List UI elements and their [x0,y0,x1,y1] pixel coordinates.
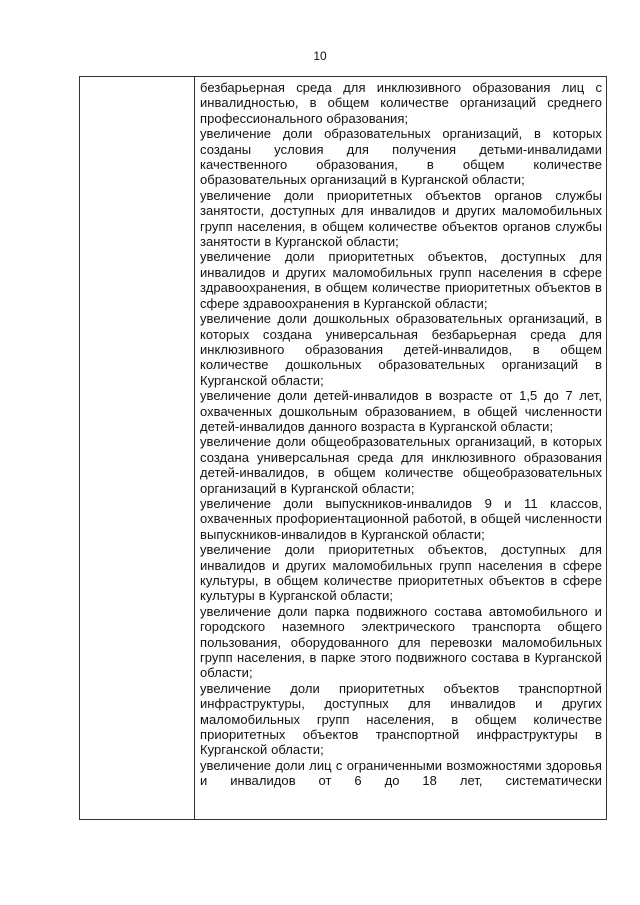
page-number: 10 [313,49,327,63]
table-right-cell [195,77,606,819]
paragraph-employment-service: увеличение доли приоритетных объектов органов службы занятости, доступных для инвалидов и других маломобильных групп населения, в общем количестве объектов органов службы занятости в Курганской области; [200,187,602,250]
document-table [79,76,607,820]
table-left-cell [80,77,195,819]
paragraph-healthcare: увеличение доли приоритетных объектов, доступных для инвалидов и других маломобильных групп населения в сфере здравоохранения, в общем количестве приоритетных объектов в сфере здравоохранения в Курганской области; [200,249,602,311]
paragraph-transport-fleet: увеличение доли парка подвижного состава автомобильного и городского наземного электрического транспорта общего пользования, оборудованного для перевозки маломобильных групп населения, в парке этого подвижного состава в Курганской области; [200,603,602,681]
paragraph-sports-6-to-18: увеличение доли лиц с ограниченными возможностями здоровья и инвалидов от 6 до 18 лет, систематически [200,757,602,789]
paragraph-professional-education: безбарьерная среда для инклюзивного образования лиц с инвалидностью, в общем количестве организаций среднего профессионального образования; [200,80,602,126]
paragraph-transport-infrastructure: увеличение доли приоритетных объектов транспортной инфраструктуры, доступных для инвалидов и других маломобильных групп населения, в общем количестве приоритетных объектов транспортной инфраструктуры в Курганской области; [200,680,602,758]
paragraph-culture: увеличение доли приоритетных объектов, доступных для инвалидов и других маломобильных групп населения в сфере культуры, в общем количестве приоритетных объектов в сфере культуры в Курганской области; [200,542,602,604]
paragraph-general-education: увеличение доли общеобразовательных организаций, в которых создана универсальная среда для инклюзивного образования детей-инвалидов, в общем количестве общеобразовательных организаций в Курганской области; [200,434,602,496]
paragraph-graduates-career-guidance: увеличение доли выпускников-инвалидов 9 и 11 классов, охваченных профориентационной работой, в общей численности выпускников-инвалидов в Курганской области; [200,495,602,542]
paragraph-educational-organizations: увеличение доли образовательных организаций, в которых созданы условия для получения детьми-инвалидами качественного образования, в общем количестве образовательных организаций в Курганской области; [200,126,602,188]
paragraph-preschool-organizations: увеличение доли дошкольных образовательных организаций, в которых создана универсальная безбарьерная среда для инклюзивного образования детей-инвалидов, в общем количестве дошкольных образовательных организаций в Курганской области; [200,311,602,388]
paragraph-preschool-children: увеличение доли детей-инвалидов в возрасте от 1,5 до 7 лет, охваченных дошкольным образованием, в общей численности детей-инвалидов данного возраста в Курганской области; [200,388,602,434]
